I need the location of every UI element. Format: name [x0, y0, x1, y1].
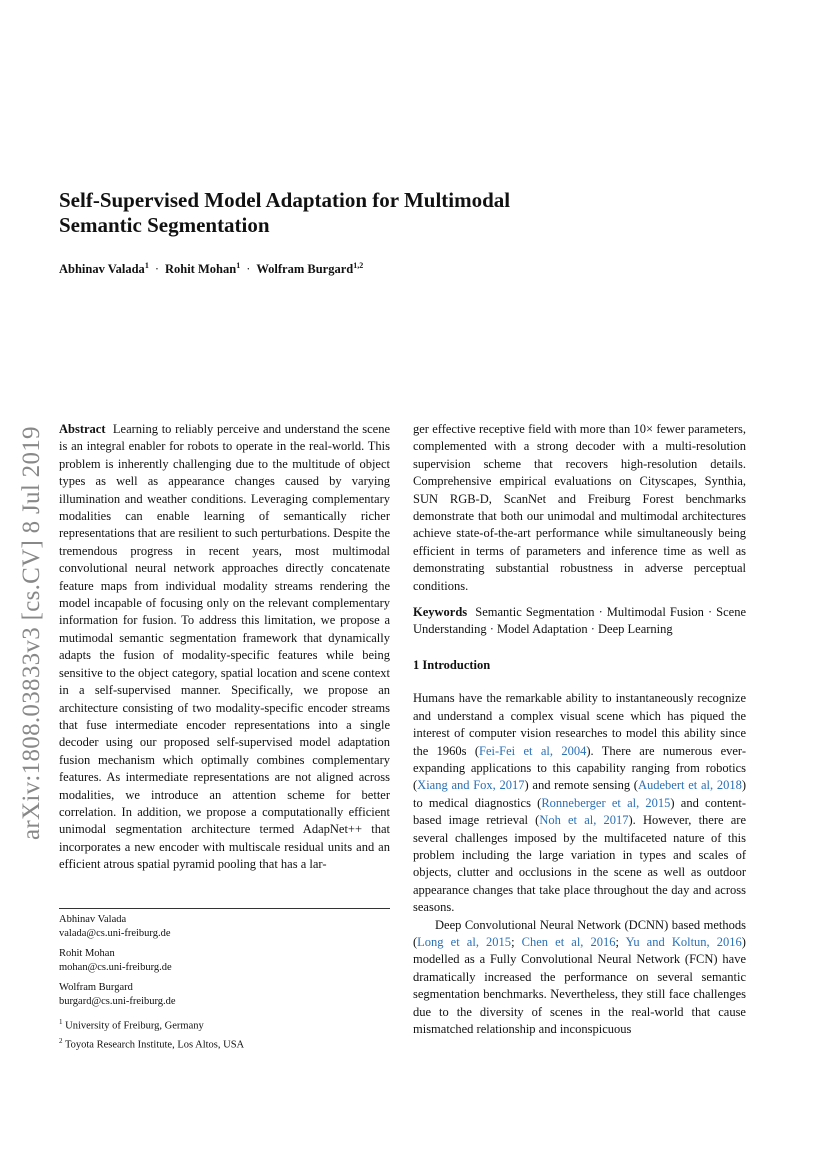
author-list [59, 261, 363, 277]
contact-name: Rohit Mohan [59, 948, 115, 959]
paper-title: Self-Supervised Model Adaptation for Multimodal Semantic Segmentation [59, 188, 511, 237]
citation-link[interactable]: Ronneberger et al, 2015 [541, 795, 671, 810]
contact-email[interactable]: burgard@cs.uni-freiburg.de [59, 996, 176, 1007]
paragraph-text: ) and content-based image retrieval ( [413, 795, 746, 828]
intro-paragraph-2 [413, 917, 746, 1039]
paragraph-text: ) to medical diagnostics ( [413, 778, 746, 810]
citation-link[interactable]: Fei-Fei et al, 2004 [479, 743, 587, 758]
citation-link[interactable]: Long et al, 2015 [417, 934, 512, 949]
intro-paragraph-1 [413, 690, 746, 916]
abstract-label: Abstract [59, 422, 106, 436]
keywords-label: Keywords [413, 605, 468, 620]
citation-link[interactable]: Noh et al, 2017 [539, 813, 629, 828]
paragraph-text: Humans have the remarkable ability to instantaneously recognize and understand a complex visual scene which has piqued the interest of computer vision researches to model this ability since the 1960s ( [413, 691, 746, 758]
paragraph-text: ; [511, 934, 522, 949]
author-name: Wolfram Burgard [256, 262, 354, 277]
citation-link[interactable]: Audebert et al, 2018 [637, 778, 742, 793]
contact-block [59, 981, 390, 1009]
paragraph-text: ) modelled as a Fully Convolutional Neural Network (FCN) have dramatically increased the performance on several semantic segmentation benchmarks. Nevertheless, they still face challenges due to the diversity of scenes in the real-world that cause mismatched relationship and inconspicuous [413, 934, 746, 1036]
citation-link[interactable]: Xiang and Fox, 2017 [417, 778, 525, 793]
affiliation-text: Toyota Research Institute, Los Altos, USA [64, 1039, 245, 1050]
keywords-text: Semantic Segmentation · Multimodal Fusion · Scene Understanding · Model Adaptation · Deep Learning [413, 605, 747, 637]
affiliation-mark: 2 [59, 1036, 63, 1045]
abstract-text-continued: ger effective receptive field with more than 10× fewer parameters, complemented with a strong decoder with a multi-resolution supervision scheme that recovers high-resolution details. Comprehensive empirical evaluations on Cityscapes, Synthia, SUN RGB-D, ScanNet and Freiburg Forest benchmarks demonstrate that both our unimodal and multimodal architectures achieve state-of-the-art performance while simultaneously being efficient in terms of parameters and inference time as well as demonstrating substantial robustness in adverse perceptual conditions. [413, 422, 746, 593]
author-affiliation-mark: 1 [236, 261, 241, 270]
paragraph-text: ; [615, 934, 626, 949]
affiliation-mark: 1 [59, 1018, 63, 1026]
paragraph-text: ). There are numerous ever-expanding applications to this capability ranging from robotics ( [413, 743, 746, 793]
abstract-column-right [413, 421, 746, 1038]
citation-link[interactable]: Chen et al, 2016 [521, 934, 616, 949]
contact-email[interactable]: valada@cs.uni-freiburg.de [59, 928, 171, 939]
contact-name: Wolfram Burgard [59, 982, 133, 993]
author-separator: · [246, 262, 251, 277]
keywords [413, 604, 746, 639]
author-separator: · [154, 262, 159, 277]
paragraph-text: ). However, there are several challenges imposed by the multifaceted nature of this problem including the large variation in types and scales of objects, clutter and occlusions in the scene as well as outdoor appearance changes that take place throughout the day and across seasons. [413, 813, 746, 915]
paragraph-text: Deep Convolutional Neural Network (DCNN) based methods ( [413, 917, 746, 949]
section-heading: 1 Introduction [413, 657, 491, 672]
author-affiliation-mark: 1,2 [353, 261, 364, 270]
abstract-text: Learning to reliably perceive and understand the scene is an integral enabler for robots to operate in the real-world. This problem is inherently challenging due to the multitude of object types as well as appearance changes caused by varying illumination and weather conditions. Leveraging complementary modalities can enable learning of semantically richer representations that are resilient to such perturbations. Despite the tremendous progress in recent years, most multimodal convolutional neural network approaches directly concatenate feature maps from individual modality streams rendering the model incapable of focusing only on the relevant complementary information for fusion. To address this limitation, we propose a mutimodal semantic segmentation framework that dynamically adapts the fusion of modality-specific features while being sensitive to the object category, spatial location and scene context in a self-supervised manner. Specifically, we propose an architecture consisting of two modality-specific encoder streams that fuse intermediate encoder representations into a single decoder using our proposed self-supervised model adaptation fusion mechanism which optimally combines complementary features. As intermediate representations are not aligned across modalities, we introduce an attention scheme for better correlation. In addition, we propose a computationally efficient unimodal segmentation architecture termed AdapNet++ that incorporates a new encoder with multiscale residual units and an efficient atrous spatial pyramid pooling that has a lar- [59, 422, 391, 872]
arxiv-identifier: arXiv:1808.03833v3 [cs.CV] 8 Jul 2019 [18, 426, 45, 840]
affiliation [59, 1034, 390, 1053]
citation-link[interactable]: Yu and Koltun, 2016 [625, 934, 742, 949]
author-name: Rohit Mohan [164, 262, 237, 277]
contact-block [59, 947, 390, 975]
author-affiliation-mark: 1 [144, 261, 149, 270]
footnote-rule [59, 908, 390, 909]
abstract-column-left [59, 421, 390, 874]
contact-name: Abhinav Valada [59, 914, 127, 925]
footnotes [59, 913, 390, 1052]
contact-block [59, 913, 390, 941]
author-name: Abhinav Valada [59, 262, 145, 277]
paragraph-text: ) and remote sensing ( [524, 778, 638, 793]
contact-email[interactable]: mohan@cs.uni-freiburg.de [59, 962, 172, 973]
affiliation-text: University of Freiburg, Germany [65, 1020, 204, 1032]
affiliation [59, 1015, 390, 1034]
